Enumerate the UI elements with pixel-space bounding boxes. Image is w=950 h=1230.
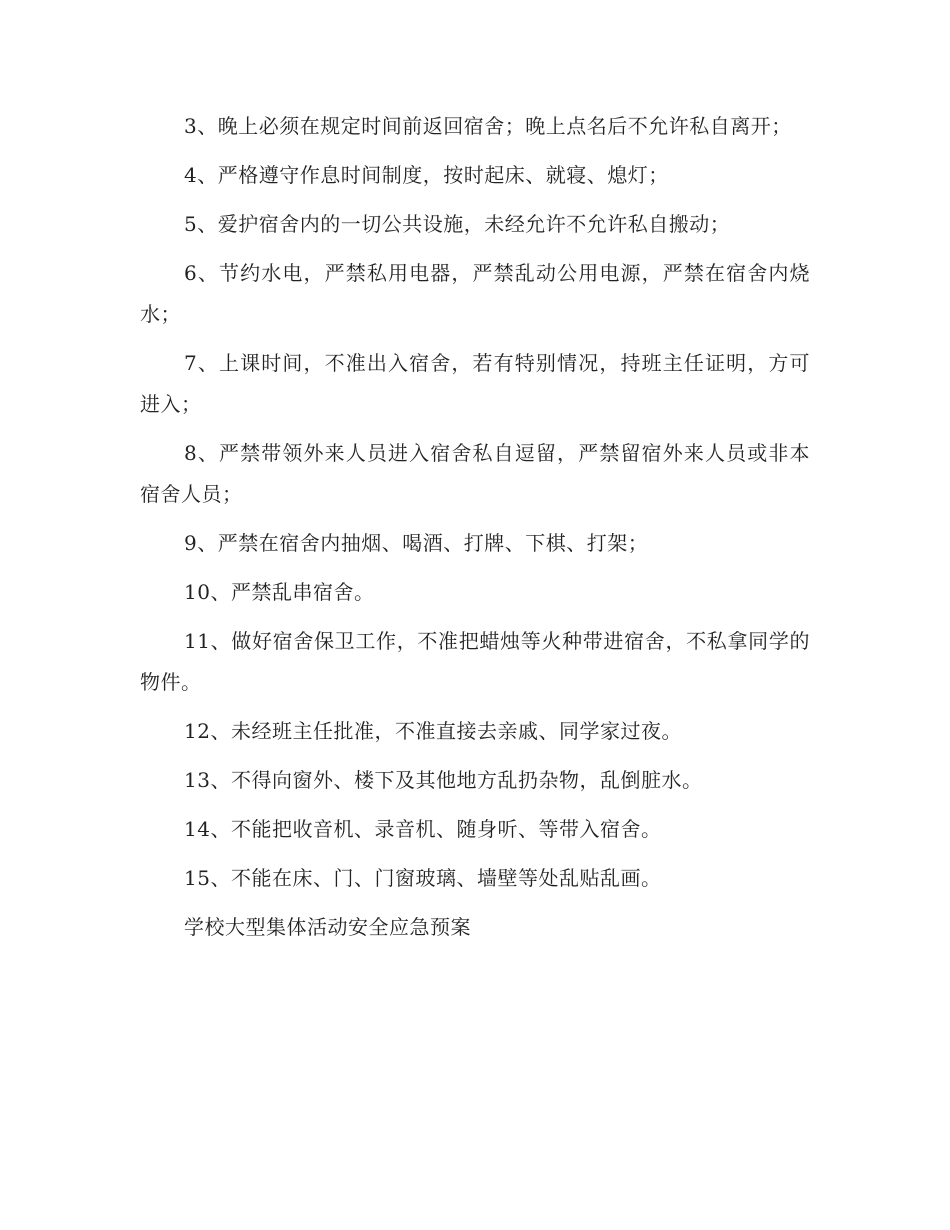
- rule-paragraph-6: 6、节约水电，严禁私用电器，严禁乱动公用电源，严禁在宿舍内烧水；: [140, 261, 810, 326]
- rule-paragraph-10: 10、严禁乱串宿舍。: [184, 580, 375, 604]
- rule-paragraph-11: 11、做好宿舍保卫工作，不准把蜡烛等火种带进宿舍，不私拿同学的物件。: [140, 629, 810, 694]
- rule-paragraph-5: 5、爱护宿舍内的一切公共设施，未经允许不允许私自搬动；: [184, 212, 731, 236]
- rule-paragraph-3: 3、晚上必须在规定时间前返回宿舍；晚上点名后不允许私自离开；: [184, 114, 792, 138]
- rule-paragraph-4: 4、严格遵守作息时间制度，按时起床、就寝、熄灯；: [184, 163, 669, 187]
- rule-paragraph-7: 7、上课时间，不准出入宿舍，若有特别情况，持班主任证明，方可进入；: [140, 351, 810, 416]
- rule-paragraph-14: 14、不能把收音机、录音机、随身听、等带入宿舍。: [184, 817, 662, 841]
- section-heading: 学校大型集体活动安全应急预案: [184, 915, 471, 939]
- rule-paragraph-12: 12、未经班主任批准，不准直接去亲戚、同学家过夜。: [184, 719, 682, 743]
- rule-paragraph-9: 9、严禁在宿舍内抽烟、喝酒、打牌、下棋、打架；: [184, 531, 649, 555]
- document-body: [140, 106, 810, 956]
- rule-paragraph-15: 15、不能在床、门、门窗玻璃、墙壁等处乱贴乱画。: [184, 866, 662, 890]
- rule-paragraph-8: 8、严禁带领外来人员进入宿舍私自逗留，严禁留宿外来人员或非本宿舍人员；: [140, 441, 810, 506]
- rule-paragraph-13: 13、不得向窗外、楼下及其他地方乱扔杂物，乱倒脏水。: [184, 768, 703, 792]
